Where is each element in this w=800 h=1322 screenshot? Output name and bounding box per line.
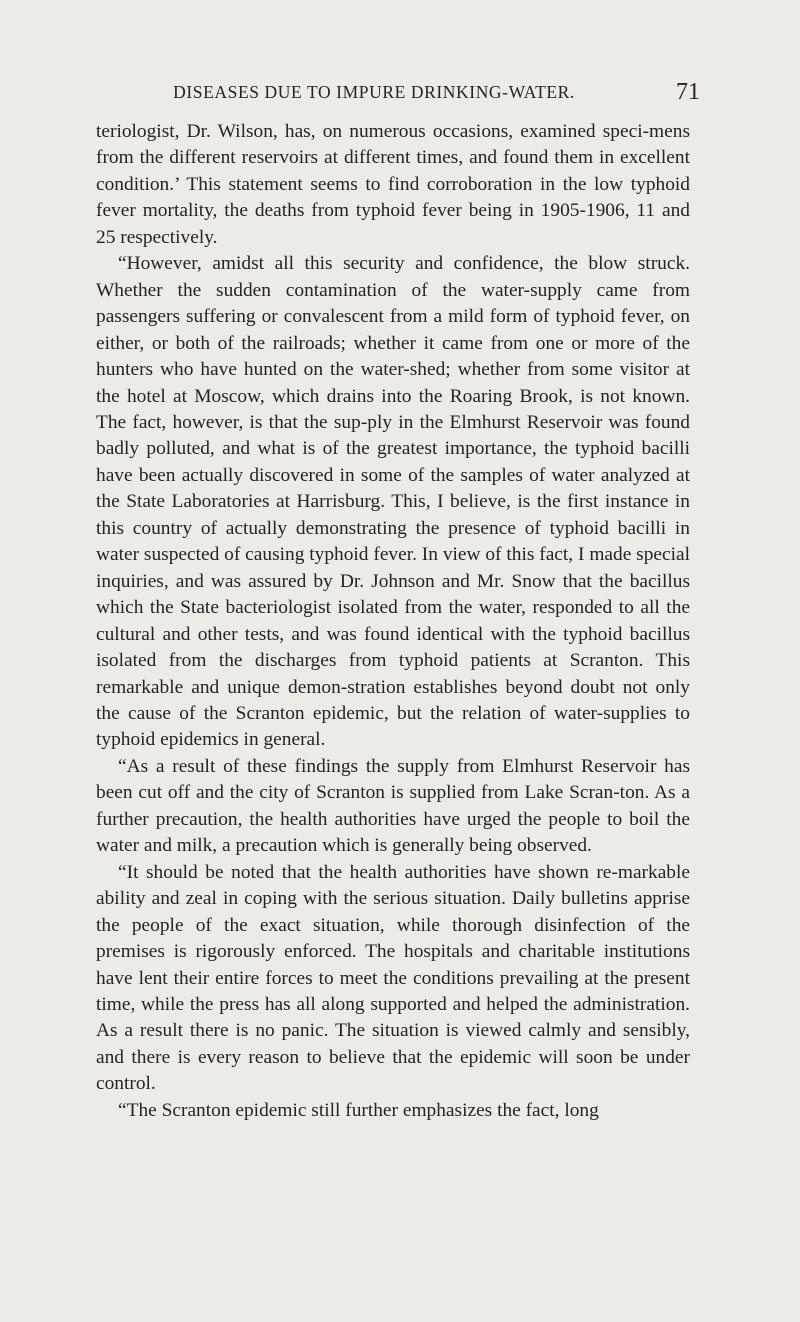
- paragraph-1: teriologist, Dr. Wilson, has, on numerous occasions, examined speci-mens from the different reservoirs at different times, and found them in excellent condition.’ This statement seems to find corroboration in the low typhoid fever mortality, the deaths from typhoid fever being in 1905-1906, 11 and 25 respectively.: [96, 121, 690, 248]
- body-text: [96, 119, 690, 1124]
- paragraph-2: “However, amidst all this security and confidence, the blow struck. Whether the sudden contamination of the water-supply came from passengers suffering or convalescent from a mild form of typhoid fever, on either, or both of the railroads; whether it came from one or more of the hunters who have hunted on the water-shed; whether from some visitor at the hotel at Moscow, which drains into the Roaring Brook, is not known. The fact, however, is that the sup-ply in the Elmhurst Reservoir was found badly polluted, and what is of the greatest importance, the typhoid bacilli have been actually discovered in some of the samples of water analyzed at the State Laboratories at Harrisburg. This, I believe, is the first instance in this country of actually demonstrating the presence of typhoid bacilli in water suspected of causing typhoid fever. In view of this fact, I made special inquiries, and was assured by Dr. Johnson and Mr. Snow that the bacillus which the State bacteriologist isolated from the water, responded to all the cultural and other tests, and was found identical with the typhoid bacillus isolated from the discharges from typhoid patients at Scranton. This remarkable and unique demon-stration establishes beyond doubt not only the cause of the Scranton epidemic, but the relation of water-supplies to typhoid epidemics in general.: [96, 253, 690, 751]
- paragraph-5: “The Scranton epidemic still further emphasizes the fact, long: [118, 1099, 599, 1121]
- paragraph-4: “It should be noted that the health authorities have shown re-markable ability and zeal in coping with the serious situation. Daily bulletins apprise the people of the exact situation, while thorough disinfection of the premises is rigorously enforced. The hospitals and charitable institutions have lent their entire forces to meet the conditions prevailing at the present time, while the press has all along supported and helped the administration. As a result there is no panic. The situation is viewed calmly and sensibly, and there is every reason to believe that the epidemic will soon be under control.: [96, 861, 690, 1095]
- running-head: [88, 79, 700, 112]
- page-number: 71: [676, 79, 700, 105]
- running-head-title: DISEASES DUE TO IMPURE DRINKING-WATER.: [173, 82, 575, 102]
- paragraph-3: “As a result of these findings the supply from Elmhurst Reservoir has been cut off and the city of Scranton is supplied from Lake Scran-ton. As a further precaution, the health authorities have urged the people to boil the water and milk, a precaution which is generally being observed.: [96, 755, 690, 857]
